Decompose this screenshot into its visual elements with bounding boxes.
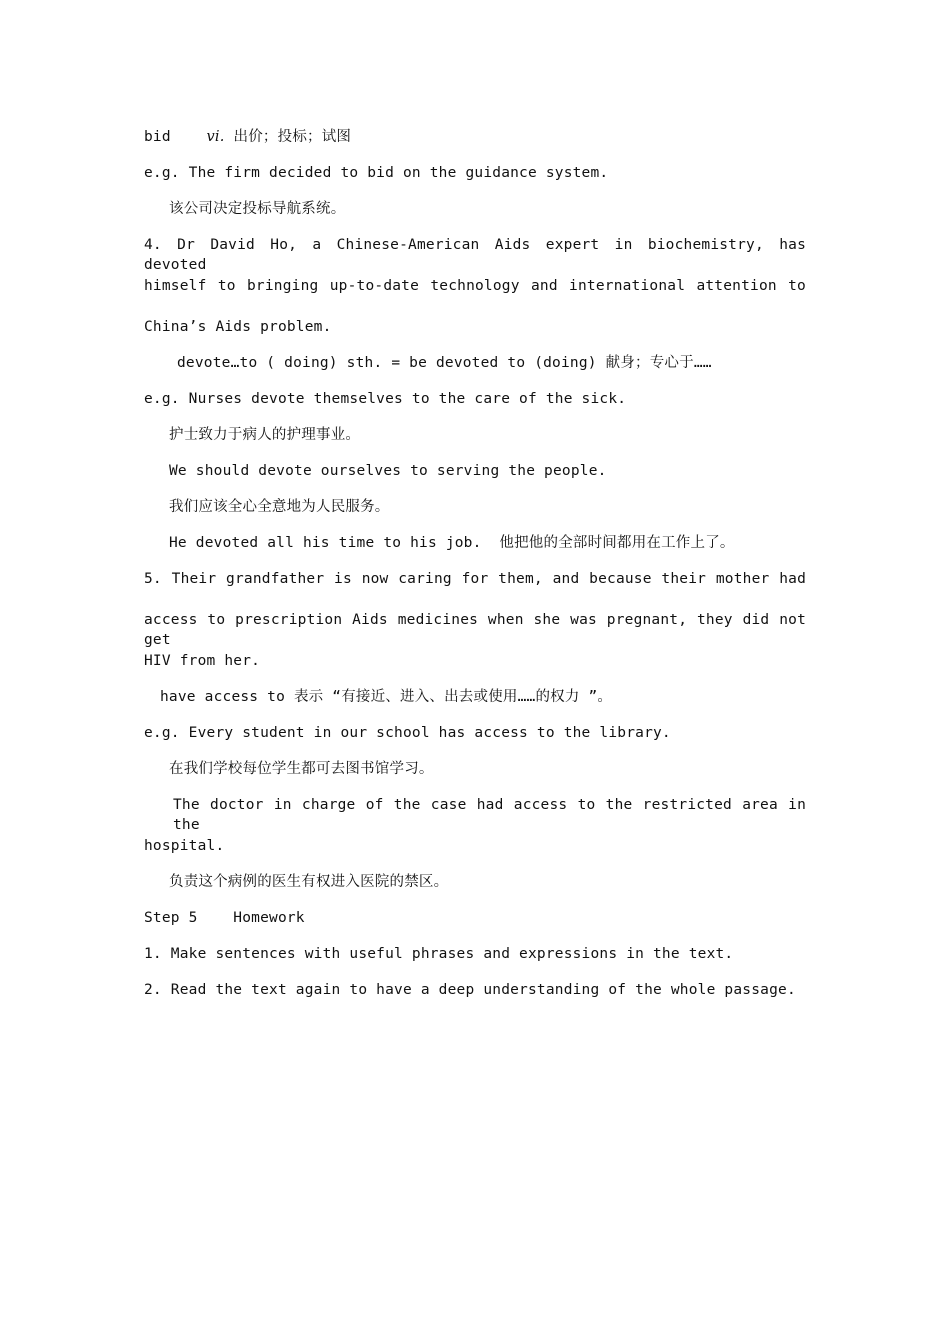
access-example2-line1: The doctor in charge of the case had access to the restricted area in the xyxy=(173,797,806,833)
access-example1: e.g. Every student in our school has access to the library. xyxy=(144,725,671,741)
devote-example3: He devoted all his time to his job. 他把他的全部时间都用在工作上了。 xyxy=(169,535,735,551)
item4-line2: himself to bringing up-to-date technology and international attention to xyxy=(144,278,806,294)
item4-line3: China’s Aids problem. xyxy=(144,319,332,335)
access-usage-rule: have access to 表示 “有接近、进入、出去或使用……的权力 ”。 xyxy=(160,689,613,705)
item5-line3: HIV from her. xyxy=(144,653,261,669)
vocab-entry-bid xyxy=(144,127,351,147)
bid-part-of-speech: vi. xyxy=(206,129,225,145)
bid-meaning: 出价；投标；试图 xyxy=(233,129,352,145)
devote-example2-translation: 我们应该全心全意地为人民服务。 xyxy=(169,499,390,515)
bid-example: e.g. The firm decided to bid on the guidance system. xyxy=(144,165,609,181)
step5-heading: Step 5 Homework xyxy=(144,910,305,926)
item5-line2: access to prescription Aids medicines when she was pregnant, they did not get xyxy=(144,612,806,648)
homework-item1: 1. Make sentences with useful phrases and expressions in the text. xyxy=(144,946,734,962)
devote-example2: We should devote ourselves to serving the people. xyxy=(169,463,607,479)
devote-example1: e.g. Nurses devote themselves to the care of the sick. xyxy=(144,391,627,407)
access-example2-line2: hospital. xyxy=(144,838,225,854)
homework-item2: 2. Read the text again to have a deep understanding of the whole passage. xyxy=(144,982,796,998)
access-example2-translation: 负责这个病例的医生有权进入医院的禁区。 xyxy=(169,874,449,890)
bid-word: bid xyxy=(144,129,171,145)
bid-example-translation: 该公司决定投标导航系统。 xyxy=(169,201,346,217)
devote-usage-rule: devote…to ( doing) sth. = be devoted to (doing) 献身；专心于…… xyxy=(177,355,712,371)
devote-example1-translation: 护士致力于病人的护理事业。 xyxy=(169,427,361,443)
item4-line1: 4. Dr David Ho, a Chinese-American Aids expert in biochemistry, has devoted xyxy=(144,237,806,273)
item5-line1: 5. Their grandfather is now caring for them, and because their mother had xyxy=(144,571,806,587)
access-example1-translation: 在我们学校每位学生都可去图书馆学习。 xyxy=(169,761,434,777)
